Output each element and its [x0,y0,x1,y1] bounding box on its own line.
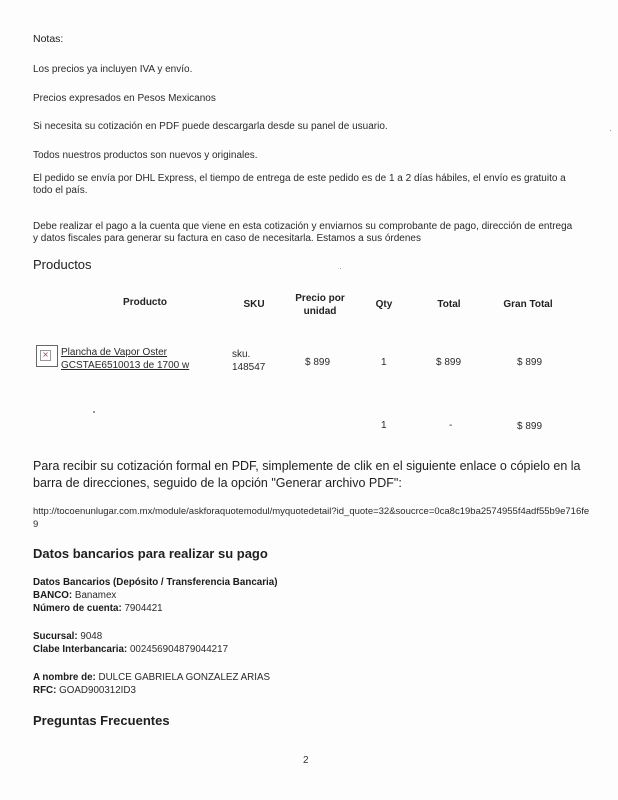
products-title: Productos [33,257,92,272]
quote-url-link[interactable]: http://tocoenunlugar.com.mx/module/askforaquotemodul/myquotedetail?id_quote=32&soucrce=0ca8c19ba2574955f4adf55b9e716fe9 [33,506,590,530]
bank-name-row [33,590,116,603]
rfc-label: RFC: [33,685,57,696]
pdf-instructions: Para recibir su cotización formal en PDF, simplemente de clik en el siguiente enlace o cópielo en la barra de direcciones, seguido de la opción "Generar archivo PDF": [33,459,581,490]
broken-image-icon: × [40,350,51,361]
bank-heading-text: Datos Bancarios (Depósito / Transferencia Bancaria) [33,577,278,588]
note-line-currency: Precios expresados en Pesos Mexicanos [33,93,216,104]
account-number-value: 7904421 [124,603,163,614]
product-name-line1[interactable]: Plancha de Vapor Oster [61,347,167,358]
scan-speck [340,268,341,269]
branch-value: 9048 [80,631,103,642]
col-header-qty: Qty [375,299,393,310]
col-header-product: Producto [123,297,167,308]
account-number-row [33,603,163,616]
col-header-total: Total [437,299,461,310]
bank-section-title: Datos bancarios para realizar su pago [33,546,268,561]
clabe-value: 002456904879044217 [129,644,229,655]
product-image-placeholder[interactable] [36,345,58,367]
branch-label: Sucursal: [33,631,78,642]
clabe-row [33,644,228,657]
holder-row [33,672,270,685]
rfc-value: GOAD900312ID3 [59,685,136,696]
note-line-original: Todos nuestros productos son nuevos y originales. [33,150,258,161]
scan-speck [610,130,611,131]
product-name[interactable] [61,346,211,372]
note-line-pdf: Si necesita su cotización en PDF puede descargarla desde su panel de usuario. [33,121,388,132]
notes-title: Notas: [33,33,64,45]
faq-title: Preguntas Frecuentes [33,713,170,728]
summary-qty: 1 [381,420,387,431]
note-line-iva: Los precios ya incluyen IVA y envío. [33,64,193,75]
summary-grand-total: $ 899 [517,421,543,432]
col-header-sku: SKU [243,299,265,310]
product-grand-total: $ 899 [517,357,543,368]
product-sku-prefix: sku. [232,349,251,360]
product-sku [232,348,282,374]
note-line-shipping: El pedido se envía por DHL Express, el tiempo de entrega de este pedido es de 1 a 2 días hábiles, el envío es gratuito a todo el país. [33,173,566,196]
note-line-payment: Debe realizar el pago a la cuenta que viene en esta cotización y enviarnos su comprobante de pago, dirección de entrega y datos fiscales para generar su factura en caso de necesitarla. Estamos a sus órdenes [33,221,573,244]
summary-total: - [449,420,453,431]
product-unit-price: $ 899 [305,357,331,368]
product-sku-value: 148547 [232,362,266,373]
branch-row [33,631,102,644]
scan-speck [93,411,95,413]
clabe-label: Clabe Interbancaria: [33,644,128,655]
bank-heading [33,577,277,590]
holder-value: DULCE GABRIELA GONZALEZ ARIAS [98,672,271,683]
holder-label: A nombre de: [33,672,96,683]
rfc-row [33,685,136,698]
account-number-label: Número de cuenta: [33,603,122,614]
product-total: $ 899 [436,357,462,368]
product-qty: 1 [381,357,387,368]
bank-name-label: BANCO: [33,590,73,601]
col-header-unit-price: Precio por unidad [295,293,345,317]
product-name-line2[interactable]: GCSTAE6510013 de 1700 w [61,360,190,371]
bank-name-value: Banamex [74,590,117,601]
page-number: 2 [303,755,309,766]
col-header-grand-total: Gran Total [503,299,553,310]
